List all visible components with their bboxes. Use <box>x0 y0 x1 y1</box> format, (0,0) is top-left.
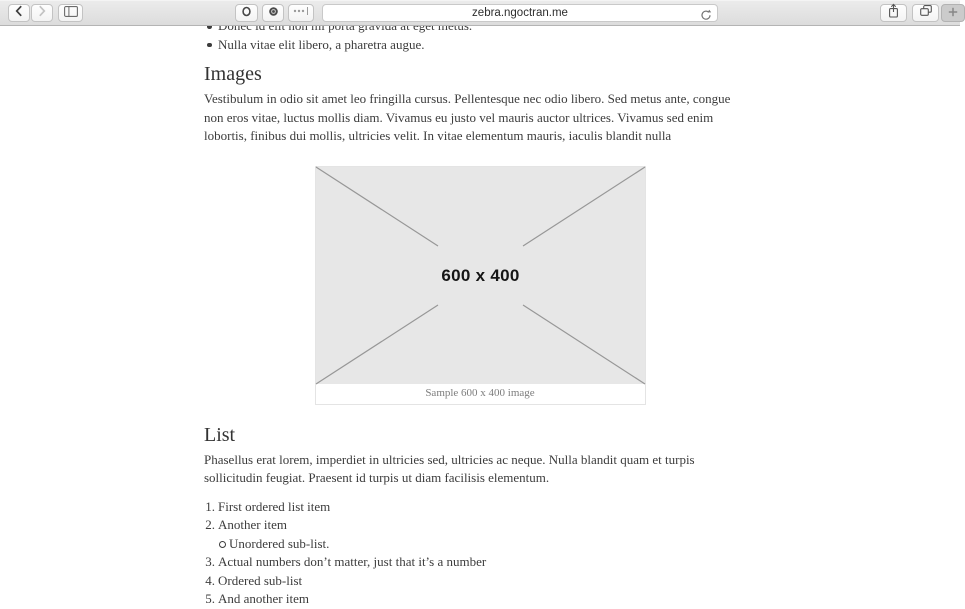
list-paragraph <box>204 451 756 488</box>
page-viewport[interactable] <box>0 26 960 606</box>
extension-button-1[interactable] <box>235 4 258 22</box>
ordered-list-item <box>204 498 756 517</box>
images-paragraph <box>204 90 756 146</box>
paragraph-line: lobortis, finibus dui mollis, ultricies velit. In vitae elementum mauris, iaculis blandit nulla <box>204 128 672 143</box>
list-heading: List <box>204 423 236 446</box>
ordered-list-item <box>204 590 756 609</box>
circle-outline-icon <box>241 4 252 22</box>
list-number: 2. <box>205 517 215 532</box>
chevron-right-icon <box>38 4 46 22</box>
ordered-list-item <box>204 516 756 535</box>
ellipsis-bar-icon <box>291 4 311 23</box>
list-item-text: And another item <box>218 591 309 606</box>
images-heading: Images <box>204 63 262 85</box>
tab-overview-button[interactable] <box>912 4 939 22</box>
list-item-text: First ordered list item <box>218 498 331 514</box>
unordered-sub-list <box>204 535 756 554</box>
forward-button[interactable] <box>31 4 53 22</box>
extension-button-2[interactable] <box>262 4 284 22</box>
sidebar-icon <box>64 4 78 22</box>
sub-list-item: Unordered sub-list. <box>204 535 756 554</box>
placeholder-image <box>316 167 645 384</box>
share-icon <box>887 3 900 24</box>
dark-disc-icon <box>268 4 279 22</box>
url-text: zebra.ngoctran.me <box>472 7 568 19</box>
list-item-text: Another item <box>218 517 287 532</box>
list-number: 5. <box>205 591 215 606</box>
sidebar-toggle-button[interactable] <box>58 4 83 22</box>
paragraph-line: non eros vitae, luctus mollis diam. Vivamus eu justo vel mauris auctor ultrices. Vivamus sed enim <box>204 109 714 125</box>
paragraph-line: Phasellus erat lorem, imperdiet in ultricies sed, ultricies ac neque. Nulla blandit quam et turpis <box>204 451 695 467</box>
list-number: 1. <box>205 498 215 514</box>
ordered-list-item <box>204 572 756 591</box>
list-number: 4. <box>205 572 215 588</box>
ordered-list <box>204 498 756 535</box>
page-content <box>204 17 756 609</box>
chevron-left-icon <box>15 4 23 22</box>
plus-icon <box>948 4 958 22</box>
image-caption: Sample 600 x 400 image <box>425 386 535 399</box>
browser-toolbar <box>0 0 960 26</box>
list-number: 3. <box>205 554 215 569</box>
sample-image-figure <box>315 166 646 405</box>
paragraph-line: sollicitudin feugiat. Praesent id turpis ut diam facilisis elementum. <box>204 470 550 485</box>
paragraph-line: Vestibulum in odio sit amet leo fringilla cursus. Pellentesque nec odio libero. Sed metus ante, congue <box>204 91 731 106</box>
list-item-text: Actual numbers don’t matter, just that it’s a number <box>218 554 487 569</box>
extension-button-3[interactable] <box>288 4 314 22</box>
list-item-text: Ordered sub-list <box>218 572 303 588</box>
list-item: Nulla vitae elit libero, a pharetra augue. <box>204 36 756 55</box>
share-button[interactable] <box>880 4 907 22</box>
ordered-list-continued <box>204 553 756 609</box>
placeholder-label: 600 x 400 <box>440 265 520 285</box>
tabs-icon <box>919 4 933 22</box>
reload-icon[interactable] <box>700 8 712 26</box>
address-bar[interactable] <box>322 4 718 22</box>
new-tab-button[interactable] <box>941 4 965 22</box>
back-button[interactable] <box>8 4 30 22</box>
ordered-list-item <box>204 553 756 572</box>
